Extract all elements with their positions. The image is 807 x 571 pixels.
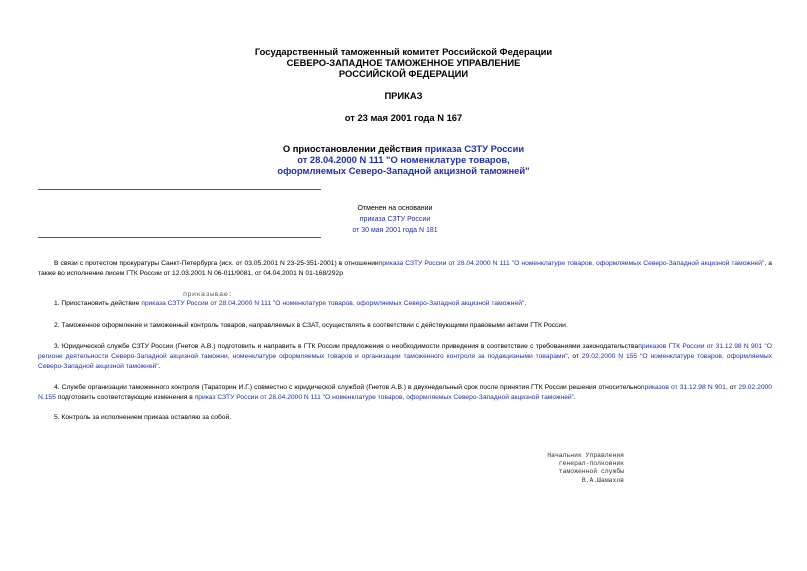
item-3-link-2[interactable]: 29.02.2000 N 155 "О номенклатуре товаров, оформляемых Северо-Западной акцизной таможней" <box>38 353 772 370</box>
item-4-link-1[interactable]: приказов от 31.12.98 N 901 <box>640 384 726 391</box>
item-4-text-2: , от <box>725 384 739 391</box>
preamble <box>38 259 772 279</box>
item-3-text-2: , от <box>567 353 582 360</box>
cancel-note-link-2[interactable]: от 30 мая 2001 года N 181 <box>352 227 438 234</box>
header-org-name: Государственный таможенный комитет Российской Федерации <box>254 46 553 57</box>
cancel-note-link-1[interactable]: приказа СЗТУ России <box>359 216 431 223</box>
item-4-link-2[interactable]: 29.02.2000 N.155 <box>38 384 772 401</box>
item-4-text-1: 4. Службе организации таможенного контроля (Тараторин И.Г.) совместно с юридической службой (Гнетов А.В.) в двухнедельный срок после принятия ГТК России решения относительно <box>54 384 641 391</box>
item-5 <box>38 413 772 423</box>
item-1 <box>38 299 772 309</box>
title-prefix: О приостановлении действия <box>282 143 425 154</box>
item-2-text: 2. Таможенное оформление и таможенный контроль товаров, направляемых в СЗАТ, осуществлять в соответствии с действующими правовыми актами ГТК России. <box>54 322 568 329</box>
signature-block <box>540 452 624 485</box>
item-2 <box>38 321 772 331</box>
item-4 <box>38 383 772 403</box>
item-3 <box>38 342 772 372</box>
preamble-text-1: В связи с протестом прокуратуры Санкт-Петербурга (исх. от 03.05.2001 N 23-25-351-2001) в отношении <box>54 260 379 267</box>
divider-top <box>38 189 321 190</box>
cancel-note-text: Отменен на основании <box>357 205 433 212</box>
header-department: СЕВЕРО-ЗАПАДНОЕ ТАМОЖЕННОЕ УПРАВЛЕНИЕ <box>286 57 521 68</box>
item-1-link[interactable]: приказа СЗТУ России от 28.04.2000 N 111 "О номенклатуре товаров, оформляемых Северо-Западной акцизной таможней" <box>141 300 525 307</box>
doc-date-number: от 23 мая 2001 года N 167 <box>344 112 463 123</box>
prikazyvayu-text: приказываю: <box>183 291 233 299</box>
signature-position: Начальник Управления <box>547 452 624 459</box>
signature-name: В.А.Шамахов <box>581 476 624 484</box>
title-link-1[interactable]: приказа СЗТУ России <box>424 143 525 154</box>
divider-bottom <box>38 237 321 238</box>
item-1-text-1: 1. Приостановить действие <box>54 300 142 307</box>
title-link-3[interactable]: оформляемых Северо-Западной акцизной таможней" <box>277 165 530 176</box>
doc-type: ПРИКАЗ <box>384 90 423 101</box>
signature-service: таможенной службы <box>558 468 624 476</box>
doc-title <box>0 143 807 176</box>
signature-rank: генерал-полковник <box>558 460 624 468</box>
item-3-link-1[interactable]: приказов ГТК России от 31.12.98 N 901 "О регионе деятельности Северо-Западной акцизной таможни, номенклатуре оформляемых товаров и организации таможенного контроля за подакцизными товарами" <box>38 343 772 360</box>
item-4-link-3[interactable]: приказ СЗТУ России от 28.04.2000 N 111 "О номенклатуре товаров, оформляемых Северо-Западной акцизной таможней" <box>194 394 575 401</box>
header-country: РОССИЙСКОЙ ФЕДЕРАЦИИ <box>338 68 469 79</box>
item-1-text-2: . <box>524 300 527 307</box>
item-4-text-4: . <box>574 394 576 401</box>
preamble-link[interactable]: приказа СЗТУ России от 28.04.2000 N 111 "О номенклатуре товаров, оформляемых Северо-Западной акцизной таможней" <box>378 260 765 267</box>
cancel-note <box>300 203 490 236</box>
title-link-2[interactable]: от 28.04.2000 N 111 "О номенклатуре товаров, <box>297 154 510 165</box>
item-3-text-1: 3. Юридической службе СЗТУ России (Гнетов А.В.) подготовить и направить в ГТК России предложения о необходимости приведения в соответствие с требованиями законодательства <box>54 343 639 350</box>
item-5-text: 5. Контроль за исполнением приказа оставляю за собой. <box>54 414 232 421</box>
preamble-text-2: , а также во исполнение писем ГТК России от 12.03.2001 N 06-011/9081, от 04.04.2001 N 01-168/292р <box>38 260 772 277</box>
item-3-text-3: . <box>158 363 161 370</box>
item-4-text-3: подготовить соответствующие изменения в <box>55 394 195 401</box>
